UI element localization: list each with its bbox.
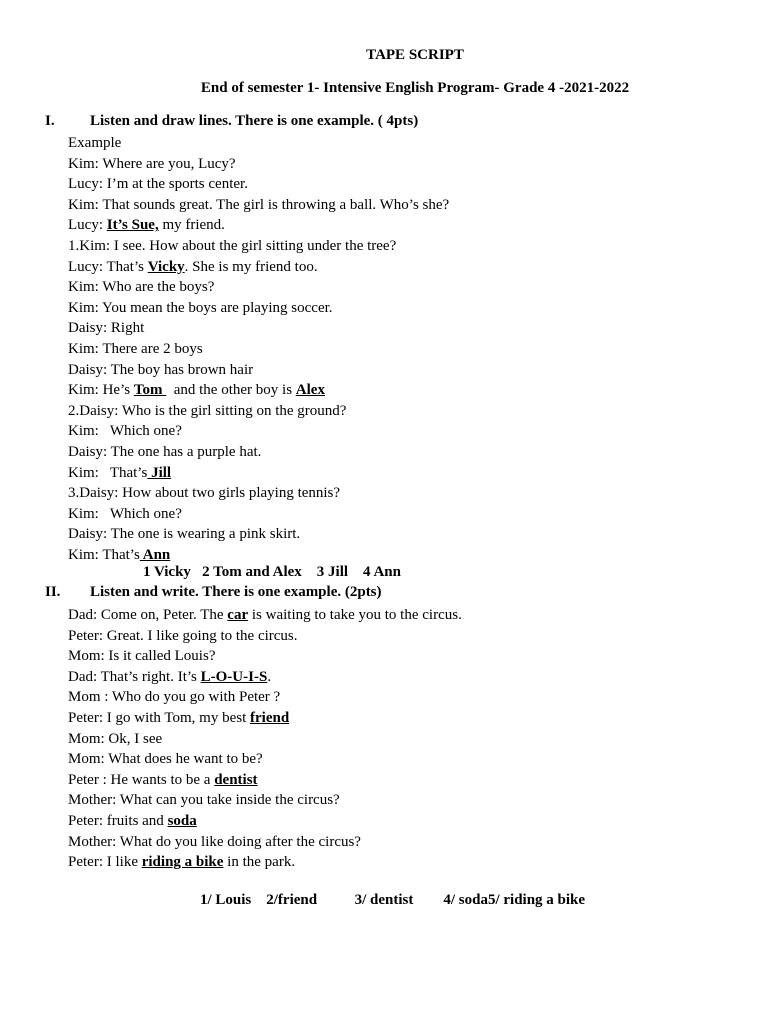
- script-text: my friend.: [158, 217, 225, 234]
- script-text: and the other boy is: [166, 382, 296, 399]
- script-text: .: [267, 668, 272, 685]
- script-line: [68, 298, 449, 319]
- script-text: Mom: Ok, I see: [68, 730, 163, 747]
- script-text: Example: [68, 135, 122, 151]
- script-line: [68, 339, 449, 360]
- script-text: Kim: Which one?: [68, 505, 182, 522]
- answer-word: Jill: [147, 464, 172, 481]
- script-line: [68, 770, 462, 791]
- answer-word: riding a bike: [141, 854, 224, 871]
- script-line: [68, 195, 449, 216]
- script-line: [68, 236, 449, 257]
- script-line: [68, 626, 462, 647]
- section-1-number: I.: [45, 113, 55, 129]
- script-text: . She is my friend too.: [184, 258, 318, 275]
- script-text: 2.Daisy: Who is the girl sitting on the ground?: [68, 402, 347, 419]
- script-text: in the park.: [223, 854, 296, 871]
- script-text: is waiting to take you to the circus.: [248, 607, 462, 623]
- section-1-script: [68, 133, 449, 565]
- script-text: Lucy: That’s: [68, 258, 148, 275]
- answer-word: car: [227, 607, 249, 623]
- script-line: [68, 729, 462, 750]
- script-line: [68, 708, 462, 729]
- script-text: 1.Kim: I see. How about the girl sitting under the tree?: [68, 237, 397, 254]
- script-text: Lucy: I’m at the sports center.: [68, 176, 248, 193]
- script-line: [68, 524, 449, 545]
- answer-word: Alex: [295, 382, 325, 399]
- script-text: Kim: Who are the boys?: [68, 279, 215, 296]
- script-text: Mother: What do you like doing after the circus?: [68, 833, 361, 850]
- script-line: [68, 605, 462, 626]
- script-line: [68, 667, 462, 688]
- script-text: Kim: There are 2 boys: [68, 340, 203, 357]
- section-1-heading: [45, 113, 418, 130]
- script-text: Kim: That’s: [68, 464, 148, 481]
- script-text: Mom : Who do you go with Peter ?: [68, 689, 281, 706]
- script-line: [68, 504, 449, 525]
- section-2-script: [68, 605, 462, 873]
- page-subtitle: End of semester 1- Intensive English Program- Grade 4 -2021-2022: [200, 80, 630, 96]
- script-text: Daisy: The one is wearing a pink skirt.: [68, 526, 301, 543]
- section-2-title: Listen and write. There is one example. (2pts): [90, 584, 382, 600]
- script-line: [68, 133, 449, 154]
- script-text: Mom: Is it called Louis?: [68, 648, 216, 665]
- script-line: [68, 463, 449, 484]
- script-line: [68, 483, 449, 504]
- script-text: Kim: Which one?: [68, 423, 182, 440]
- page-title: TAPE SCRIPT: [366, 47, 464, 63]
- script-line: [68, 277, 449, 298]
- script-line: [68, 749, 462, 770]
- section-1-answer-key: 1 Vicky 2 Tom and Alex 3 Jill 4 Ann: [143, 564, 401, 580]
- script-text: Mother: What can you take inside the circus?: [68, 792, 340, 809]
- script-text: Kim: You mean the boys are playing soccer.: [68, 299, 333, 316]
- script-text: Peter: I go with Tom, my best: [68, 709, 250, 726]
- script-text: Dad: That’s right. It’s: [68, 668, 201, 685]
- answer-word: dentist: [214, 771, 258, 788]
- script-text: Mom: What does he want to be?: [68, 751, 263, 768]
- script-line: [68, 545, 449, 566]
- script-line: [68, 421, 449, 442]
- answer-word: Ann: [139, 546, 171, 563]
- script-line: [68, 687, 462, 708]
- script-text: Kim: That’s: [68, 546, 140, 563]
- script-line: [68, 401, 449, 422]
- script-text: Peter: fruits and: [68, 812, 168, 829]
- script-text: Daisy: The one has a purple hat.: [68, 443, 262, 460]
- answer-word: Vicky: [147, 258, 185, 275]
- script-text: Kim: He’s: [68, 382, 134, 399]
- script-text: Peter: Great. I like going to the circus.: [68, 627, 298, 644]
- script-line: [68, 360, 449, 381]
- script-line: [68, 380, 449, 401]
- script-text: Lucy:: [68, 217, 107, 234]
- script-line: [68, 646, 462, 667]
- script-line: [68, 257, 449, 278]
- script-text: Kim: That sounds great. The girl is throwing a ball. Who’s she?: [68, 196, 450, 213]
- script-text: Peter : He wants to be a: [68, 771, 215, 788]
- script-line: [68, 790, 462, 811]
- section-1-title: Listen and draw lines. There is one example. ( 4pts): [90, 113, 419, 129]
- script-line: [68, 318, 449, 339]
- answer-word: Tom: [133, 382, 167, 399]
- script-text: Kim: Where are you, Lucy?: [68, 155, 236, 172]
- script-text: Daisy: Right: [68, 320, 145, 337]
- answer-word: L-O-U-I-S: [200, 668, 268, 685]
- script-text: Daisy: The boy has brown hair: [68, 361, 254, 378]
- script-line: [68, 215, 449, 236]
- answer-word: soda: [167, 812, 197, 829]
- script-line: [68, 154, 449, 175]
- section-2-answer-key: 1/ Louis 2/friend 3/ dentist 4/ soda5/ riding a bike: [200, 892, 586, 908]
- answer-word: It’s Sue,: [106, 217, 159, 234]
- script-text: Dad: Come on, Peter. The: [68, 607, 228, 623]
- script-line: [68, 852, 462, 873]
- script-line: [68, 442, 449, 463]
- script-line: [68, 832, 462, 853]
- answer-word: friend: [250, 709, 290, 726]
- section-2-heading: [45, 584, 382, 601]
- script-text: Peter: I like: [68, 854, 142, 871]
- script-line: [68, 174, 449, 195]
- script-text: 3.Daisy: How about two girls playing tennis?: [68, 485, 341, 502]
- section-2-number: II.: [45, 584, 61, 600]
- script-line: [68, 811, 462, 832]
